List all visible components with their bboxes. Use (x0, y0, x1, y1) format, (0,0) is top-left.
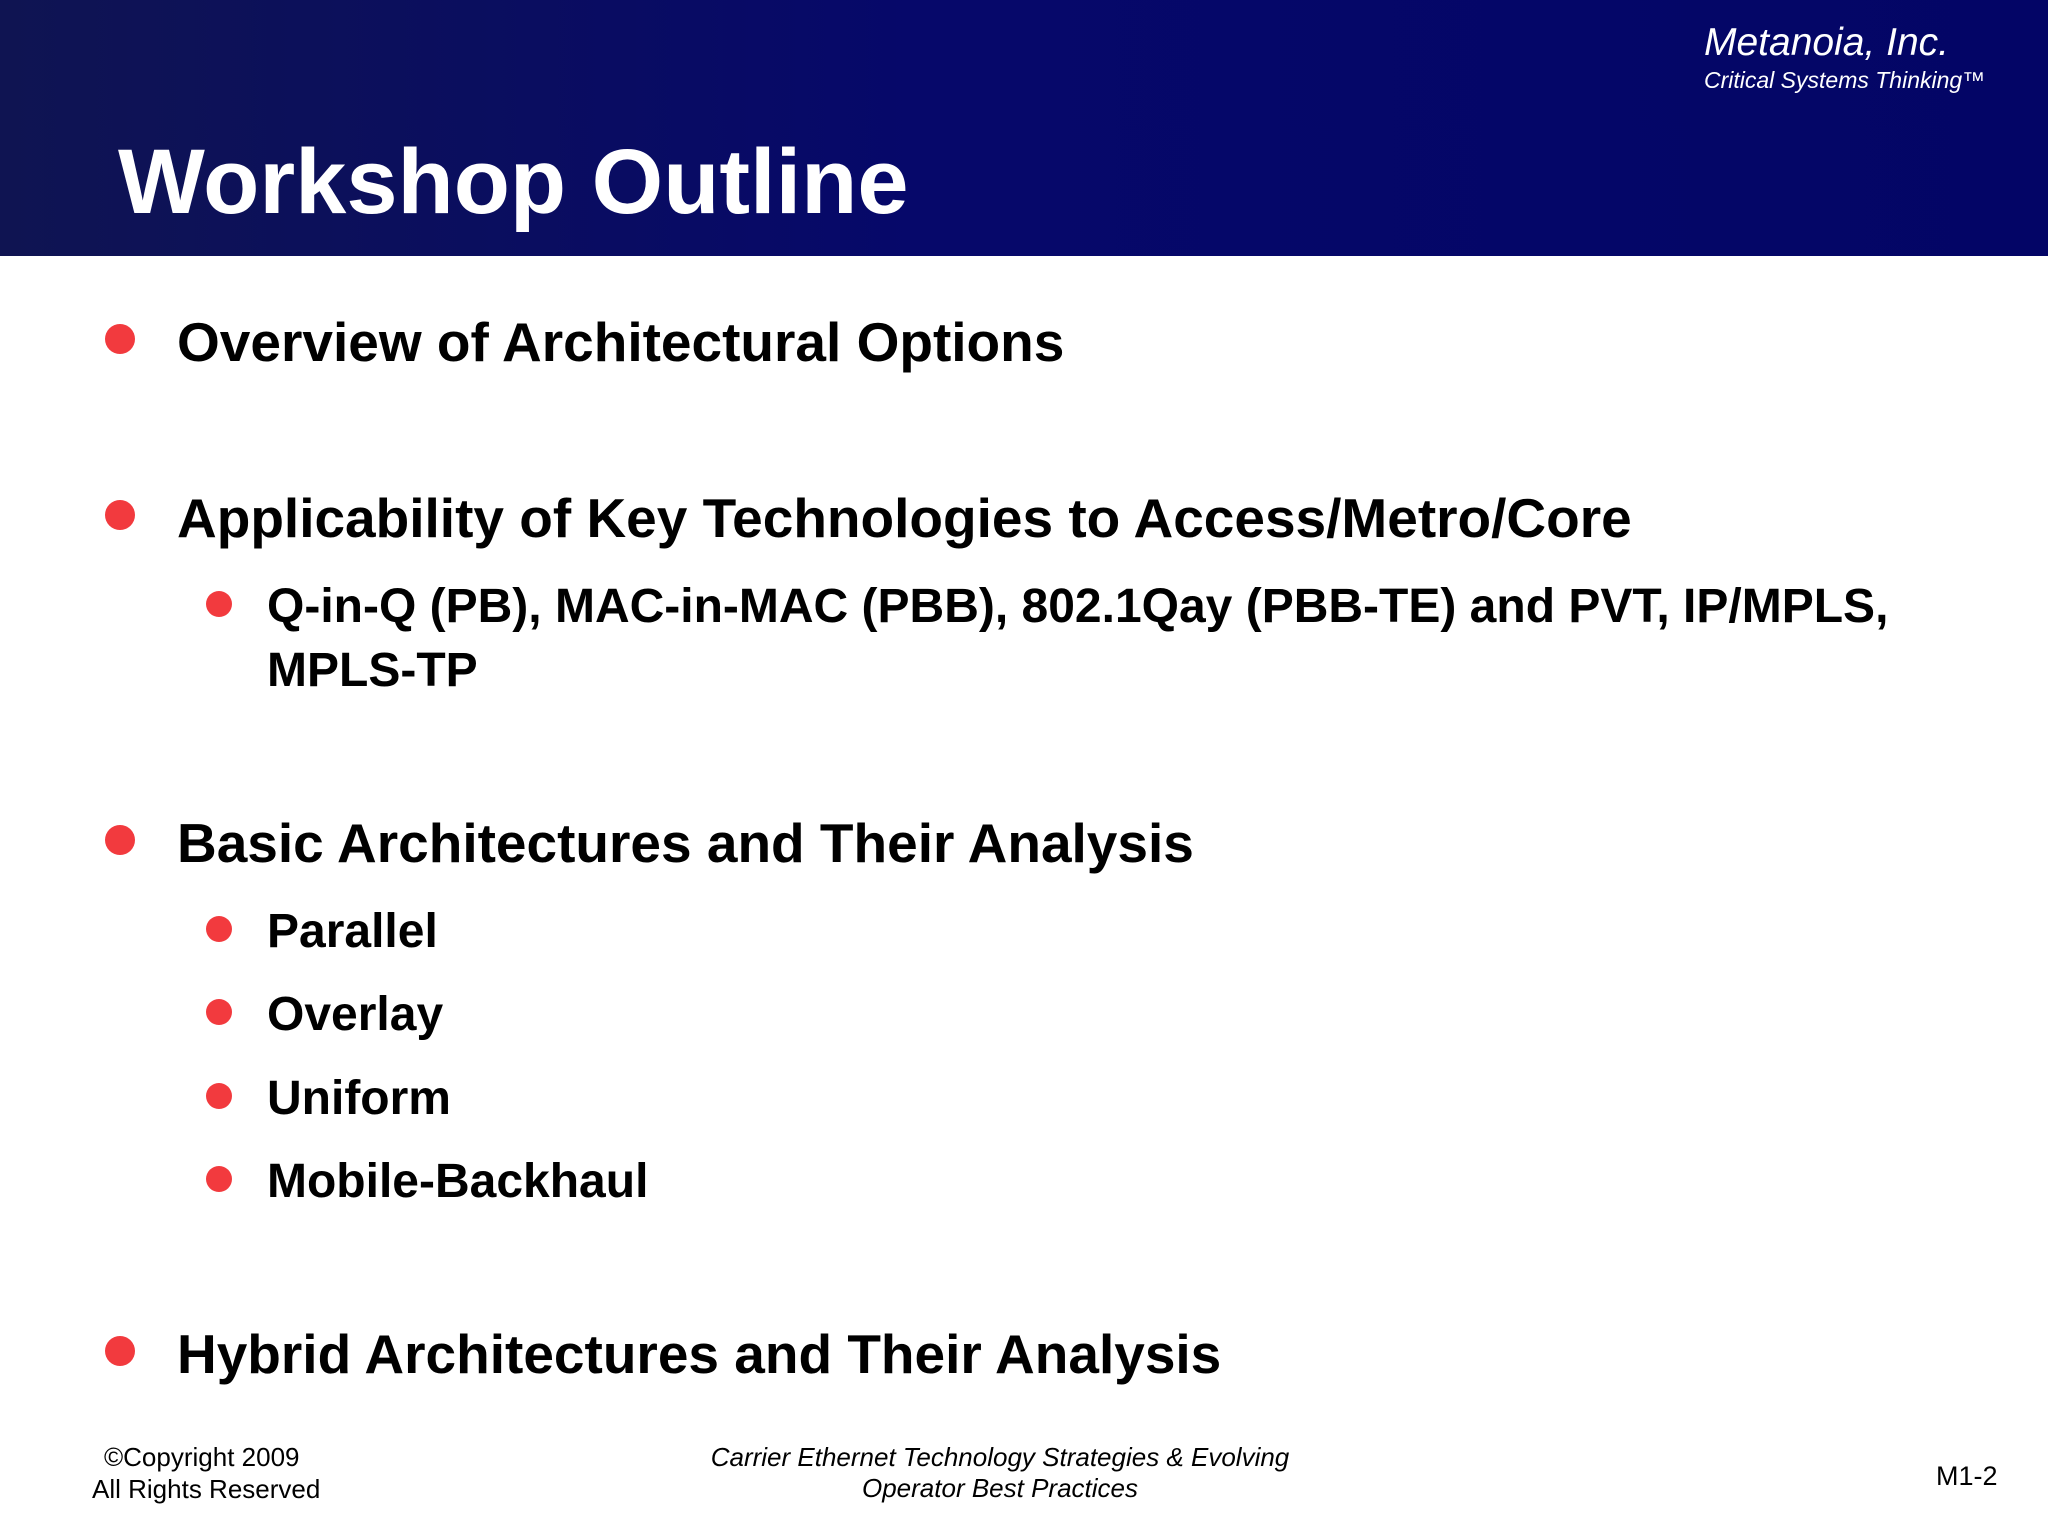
outline-item-basic-architectures: Basic Architectures and Their Analysis (177, 812, 1194, 874)
bullet-icon (105, 500, 135, 530)
slide-title: Workshop Outline (118, 131, 909, 233)
outline-item-hybrid-architectures: Hybrid Architectures and Their Analysis (177, 1323, 1222, 1385)
sub-bullet-icon (206, 1083, 232, 1109)
footer-course-title (650, 1442, 1350, 1504)
company-name: Metanoia, Inc. (1704, 21, 1949, 64)
company-tagline: Critical Systems Thinking™ (1704, 67, 1986, 93)
rights-text: All Rights Reserved (92, 1474, 321, 1504)
footer-copyright (92, 1441, 320, 1505)
sub-bullet-icon (206, 999, 232, 1025)
sub-bullet-icon (206, 916, 232, 942)
bullet-icon (105, 825, 135, 855)
bullet-icon (105, 324, 135, 354)
course-title-line1: Carrier Ethernet Technology Strategies & Evolving (710, 1442, 1290, 1472)
outline-subitem-mobile-backhaul: Mobile-Backhaul (267, 1155, 649, 1208)
outline-subitem-uniform: Uniform (267, 1072, 451, 1125)
outline-subitem-parallel: Parallel (267, 905, 438, 958)
slide-number: M1-2 (1936, 1461, 1998, 1491)
outline-subitem-overlay: Overlay (267, 988, 444, 1041)
sub-bullet-icon (206, 591, 232, 617)
outline-subitem-technologies: Q-in-Q (PB), MAC-in-MAC (PBB), 802.1Qay (PBB-TE) and PVT, IP/MPLS, MPLS-TP (267, 580, 1889, 697)
copyright-text: ©Copyright 2009 (104, 1442, 300, 1472)
sub-bullet-icon (206, 1166, 232, 1192)
bullet-icon (105, 1336, 135, 1366)
course-title-line2: Operator Best Practices (862, 1473, 1138, 1503)
outline-item-applicability: Applicability of Key Technologies to Access/Metro/Core (177, 487, 1632, 549)
outline-item-overview: Overview of Architectural Options (177, 311, 1065, 373)
